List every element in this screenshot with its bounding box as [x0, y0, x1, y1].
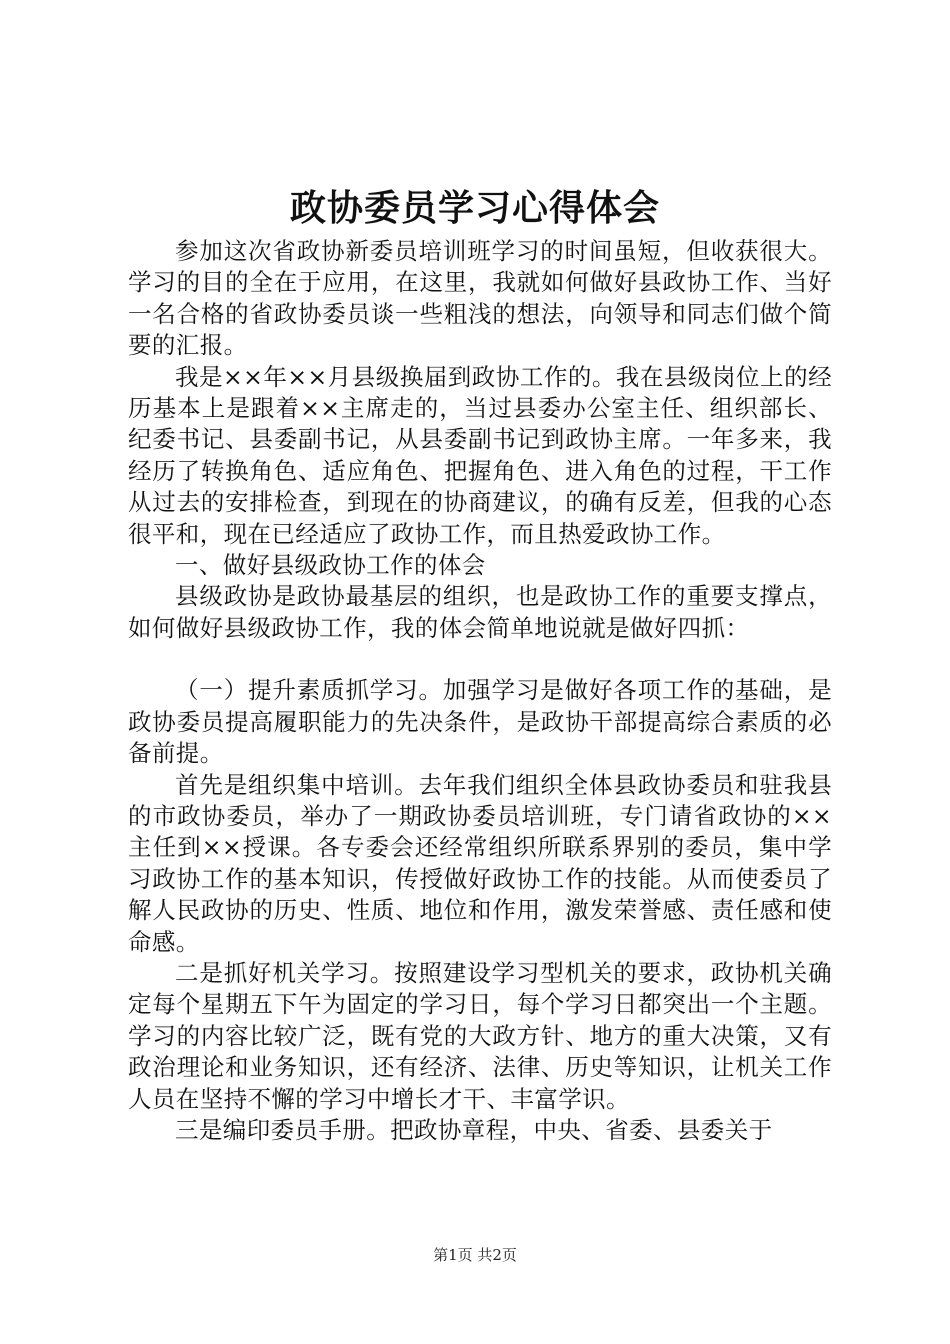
paragraph-training: 首先是组织集中培训。去年我们组织全体县政协委员和驻我县的市政协委员，举办了一期政协委员培训班，专门请省政协的××主任到××授课。各专委会还经常组织所联系界别的委员，集中学习政协工作的基本知识，传授做好政协工作的技能。从而使委员了解人民政协的历史、性质、地位和作用，激发荣誉感、责任感和使命感。	[128, 770, 832, 956]
paragraph-handbook: 三是编印委员手册。把政协章程，中央、省委、县委关于	[175, 1115, 773, 1144]
section-heading-1: 一、做好县级政协工作的体会	[175, 551, 486, 580]
paragraph-study: （一）提升素质抓学习。加强学习是做好各项工作的基础，是政协委员提高履职能力的先决条件，是政协干部提高综合素质的必备前提。	[128, 676, 832, 768]
paragraph-intro: 参加这次省政协新委员培训班学习的时间虽短，但收获很大。学习的目的全在于应用，在这里，我就如何做好县政协工作、当好一名合格的省政协委员谈一些粗浅的想法，向领导和同志们做个简要的汇报。	[128, 237, 832, 360]
paragraph-background: 我是××年××月县级换届到政协工作的。我在县级岗位上的经历基本上是跟着××主席走的，当过县委办公室主任、组织部长、纪委书记、县委副书记，从县委副书记到政协主席。一年多来，我经历了转换角色、适应角色、把握角色、进入角色的过程，干工作从过去的安排检查，到现在的协商建议，的确有反差，但我的心态很平和，现在已经适应了政协工作，而且热爱政协工作。	[128, 362, 832, 548]
page-number: 第1页 共2页	[433, 1246, 517, 1264]
paragraph-four-focuses: 县级政协是政协最基层的组织，也是政协工作的重要支撑点，如何做好县级政协工作，我的体会简单地说就是做好四抓：	[128, 582, 832, 642]
document-title: 政协委员学习心得体会	[289, 187, 660, 229]
paragraph-office-study: 二是抓好机关学习。按照建设学习型机关的要求，政协机关确定每个星期五下午为固定的学习日，每个学习日都突出一个主题。学习的内容比较广泛，既有党的大政方针、地方的重大决策，又有政治理论和业务知识，还有经济、法律、历史等知识，让机关工作人员在坚持不懈的学习中增长才干、丰富学识。	[128, 958, 832, 1113]
document-body	[128, 236, 832, 1146]
